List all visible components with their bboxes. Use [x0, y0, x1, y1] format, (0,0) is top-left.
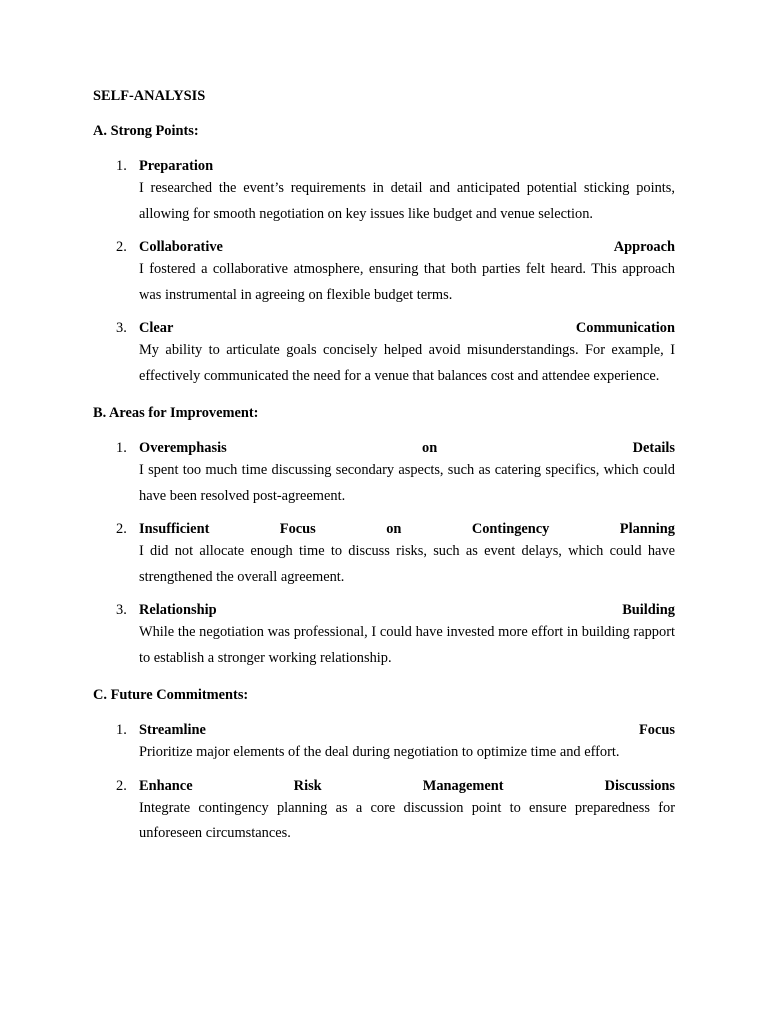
item-body: Integrate contingency planning as a core discussion point to ensure preparedness for unforeseen circumstances. [139, 799, 675, 841]
item-list [93, 720, 675, 847]
section-heading: B. Areas for Improvement: [93, 405, 259, 421]
item-body: My ability to articulate goals concisely helped avoid misunderstandings. For example, I effectively communicated the need for a venue that balances cost and attendee experience. [139, 342, 675, 384]
item-number: 2. [116, 521, 127, 537]
item-title: Streamline Focus [139, 722, 675, 738]
item-title: Preparation [139, 158, 214, 174]
item-number: 2. [116, 777, 127, 794]
list-item [93, 720, 675, 766]
item-title: Insufficient Focus on Contingency Planning [139, 521, 675, 537]
item-number: 1. [116, 440, 127, 456]
list-item [93, 600, 675, 671]
item-title: Enhance Risk Management Discussions [139, 777, 675, 794]
list-item [93, 438, 675, 509]
list-item [93, 237, 675, 308]
item-number: 1. [116, 722, 127, 738]
item-body: I spent too much time discussing secondary aspects, such as catering specifics, which could have been resolved post-agreement. [139, 462, 675, 504]
item-title: Overemphasis on Details [139, 440, 675, 456]
item-body: I researched the event’s requirements in detail and anticipated potential sticking points, allowing for smooth negotiation on key issues like budget and venue selection. [139, 180, 675, 222]
item-number: 1. [116, 158, 127, 174]
section-heading: A. Strong Points: [93, 123, 199, 139]
item-body: I fostered a collaborative atmosphere, ensuring that both parties felt heard. This approach was instrumental in agreeing on flexible budget terms. [139, 261, 675, 303]
list-item [93, 776, 675, 847]
item-list [93, 438, 675, 671]
document-page [93, 86, 675, 861]
item-body: While the negotiation was professional, I could have invested more effort in building rapport to establish a stronger working relationship. [139, 624, 675, 666]
item-number: 2. [116, 239, 127, 255]
item-number: 3. [116, 602, 127, 618]
list-item [93, 519, 675, 590]
item-title: Clear Communication [139, 320, 675, 336]
item-body: I did not allocate enough time to discuss risks, such as event delays, which could have strengthened the overall agreement. [139, 543, 675, 585]
item-body: Prioritize major elements of the deal during negotiation to optimize time and effort. [139, 744, 620, 760]
section-future-commitments [93, 685, 675, 847]
section-heading: C. Future Commitments: [93, 687, 249, 703]
item-title: Relationship Building [139, 602, 675, 618]
section-strong-points [93, 121, 675, 389]
item-title: Collaborative Approach [139, 239, 675, 255]
list-item [93, 318, 675, 389]
section-areas-for-improvement [93, 403, 675, 671]
list-item [93, 156, 675, 227]
item-list [93, 156, 675, 389]
item-number: 3. [116, 320, 127, 336]
document-title: SELF-ANALYSIS [93, 88, 206, 104]
